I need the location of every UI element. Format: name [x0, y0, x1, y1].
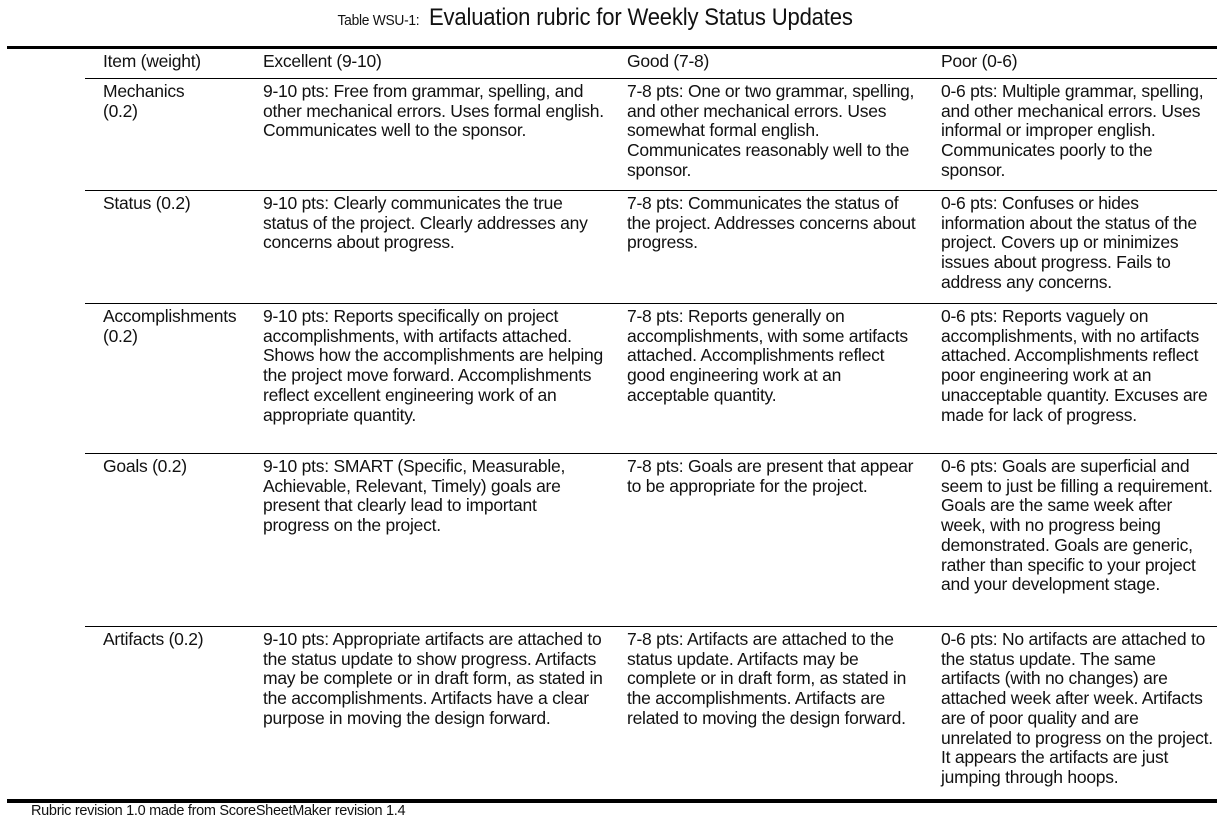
- table-row-accomplishments: [85, 304, 1217, 454]
- header-item-weight: Item (weight): [103, 51, 201, 71]
- table-caption: [0, 4, 1224, 32]
- good-cell: 7-8 pts: Communicates the status of the project. Addresses concerns about progress.: [627, 193, 916, 253]
- excellent-cell: 9-10 pts: SMART (Specific, Measurable, Achievable, Relevant, Timely) goals are present that clearly lead to important progress on the project.: [263, 456, 566, 536]
- rubric-table: [85, 49, 1217, 799]
- excellent-cell: 9-10 pts: Free from grammar, spelling, and other mechanical errors. Uses formal english. Communicates well to the sponsor.: [263, 81, 604, 141]
- table-title: Evaluation rubric for Weekly Status Updates: [429, 4, 853, 31]
- poor-cell: 0-6 pts: Goals are superficial and seem to just be filling a requirement. Goals are the same week after week, with no progress being demonstrated. Goals are generic, rather than specific to your project and your development stage.: [941, 456, 1213, 595]
- good-cell: 7-8 pts: Artifacts are attached to the status update. Artifacts may be complete or in draft form, as stated in the accomplishments. Artifacts are related to moving the design forward.: [627, 629, 907, 728]
- poor-cell: 0-6 pts: Multiple grammar, spelling, and other mechanical errors. Uses informal or improper english. Communicates poorly to the sponsor.: [941, 81, 1204, 180]
- item-cell: Artifacts (0.2): [103, 629, 204, 649]
- header-poor: Poor (0-6): [941, 51, 1018, 71]
- item-cell: Goals (0.2): [103, 456, 187, 476]
- good-cell: 7-8 pts: Reports generally on accomplishments, with some artifacts attached. Accomplishments reflect good engineering work at an acceptable quantity.: [627, 306, 908, 405]
- excellent-cell: 9-10 pts: Clearly communicates the true status of the project. Clearly addresses any concerns about progress.: [263, 193, 588, 253]
- item-cell: Accomplishments (0.2): [103, 306, 237, 346]
- item-cell: Mechanics (0.2): [103, 81, 185, 121]
- table-row-mechanics: [85, 79, 1217, 191]
- revision-footer: Rubric revision 1.0 made from ScoreSheetMaker revision 1.4: [31, 803, 406, 819]
- poor-cell: 0-6 pts: Confuses or hides information about the status of the project. Covers up or minimizes issues about progress. Fails to address any concerns.: [941, 193, 1197, 292]
- excellent-cell: 9-10 pts: Reports specifically on project accomplishments, with artifacts attached. Shows how the accomplishments are helping the project move forward. Accomplishments reflect excellent engineering work of an appropriate quantity.: [263, 306, 603, 425]
- excellent-cell: 9-10 pts: Appropriate artifacts are attached to the status update to show progress. Artifacts may be complete or in draft form, as stated in the accomplishments. Artifacts have a clear purpose in moving the design forward.: [263, 629, 603, 728]
- good-cell: 7-8 pts: Goals are present that appear to be appropriate for the project.: [627, 456, 914, 496]
- table-label: Table WSU-1:: [337, 12, 420, 29]
- header-row: [85, 49, 1217, 79]
- poor-cell: 0-6 pts: No artifacts are attached to the status update. The same artifacts (with no changes) are attached week after week. Artifacts are of poor quality and are unrelated to progress on the project. It appears the artifacts are just jumping through hoops.: [941, 629, 1213, 787]
- header-excellent: Excellent (9-10): [263, 51, 382, 71]
- item-cell: Status (0.2): [103, 193, 191, 213]
- table-row-goals: [85, 454, 1217, 627]
- poor-cell: 0-6 pts: Reports vaguely on accomplishments, with no artifacts attached. Accomplishments reflect poor engineering work at an unacceptable quantity. Excuses are made for lack of progress.: [941, 306, 1208, 425]
- table-row-status: [85, 191, 1217, 304]
- table-row-artifacts: [85, 627, 1217, 799]
- header-good: Good (7-8): [627, 51, 710, 71]
- good-cell: 7-8 pts: One or two grammar, spelling, and other mechanical errors. Uses somewhat formal english. Communicates reasonably well to the sponsor.: [627, 81, 915, 180]
